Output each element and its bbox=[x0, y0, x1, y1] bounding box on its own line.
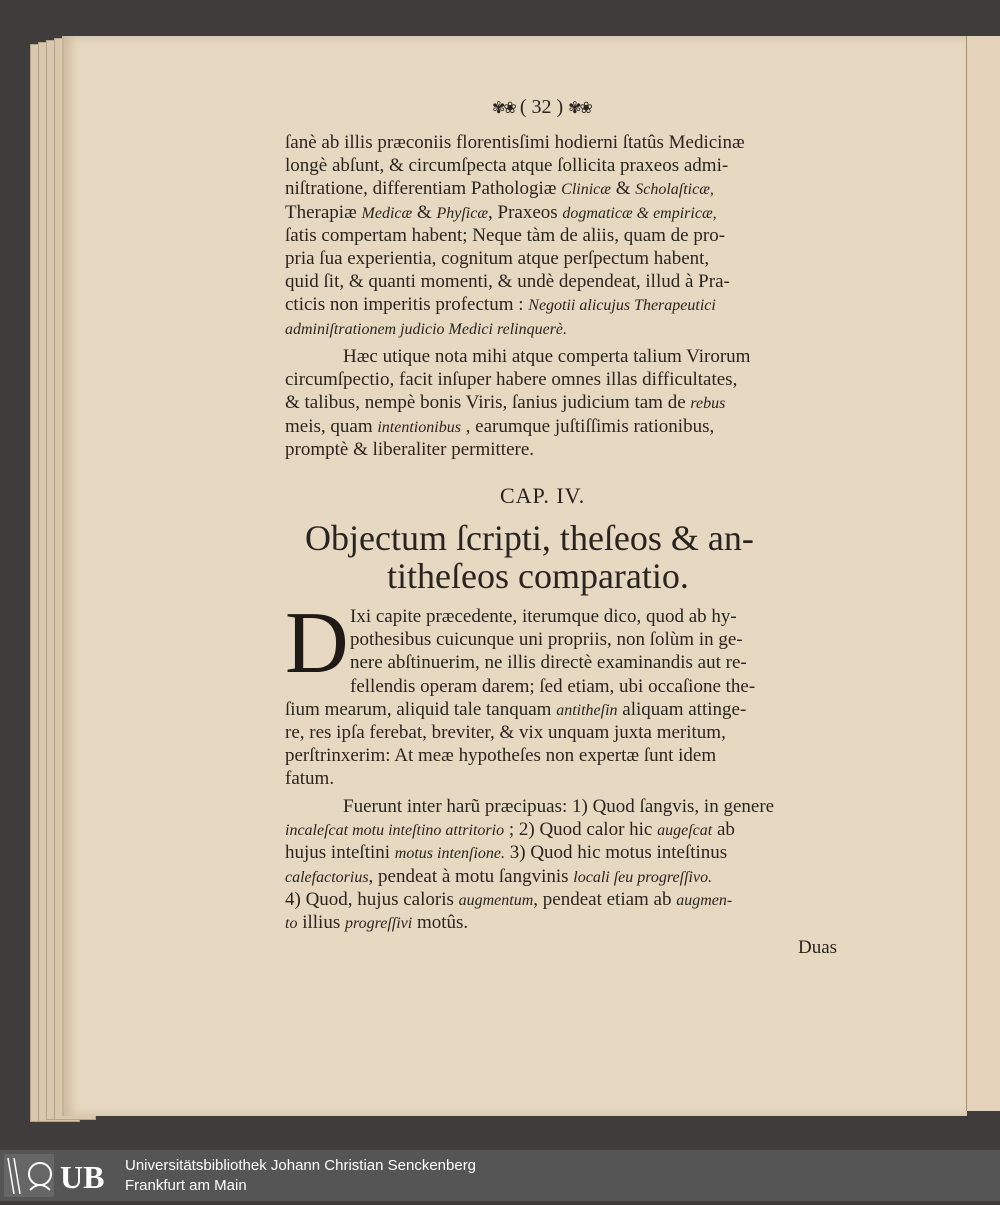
text-run: pothesibus cuicunque uni propriis, non ſolùm in ge- bbox=[350, 629, 743, 651]
text-line bbox=[350, 676, 910, 698]
text-run: longè abſunt, & circumſpecta atque ſollicita praxeos admi- bbox=[285, 155, 729, 177]
text-run: cticis non imperitis profectum : bbox=[285, 294, 529, 316]
logo-text: UB bbox=[60, 1159, 105, 1195]
catchword: Duas bbox=[798, 937, 838, 958]
text-line bbox=[285, 225, 845, 247]
text-run: quid ſit, & quanti momenti, & undè dependeat, illud à Pra- bbox=[285, 271, 730, 293]
text-line bbox=[350, 629, 910, 651]
footer-line-2: Frankfurt am Main bbox=[125, 1177, 247, 1194]
text-line bbox=[285, 722, 845, 744]
text-run: , pendeat etiam ab bbox=[533, 888, 677, 910]
italic-text: incaleſcat motu inteſtino attritorio bbox=[285, 822, 505, 840]
italic-text: to bbox=[285, 915, 298, 932]
text-line bbox=[285, 842, 845, 865]
italic-text: locali ſeu progreſſivo. bbox=[573, 868, 713, 886]
text-run: aliquam attinge- bbox=[617, 698, 747, 720]
text-run: , earumque juſtiſſimis rationibus, bbox=[460, 415, 715, 437]
text-line bbox=[285, 819, 845, 842]
text-line bbox=[343, 796, 903, 818]
text-line bbox=[285, 889, 845, 912]
italic-text: Medicæ bbox=[361, 204, 413, 222]
text-run: re, res ipſa ferebat, breviter, & vix unquam juxta meritum, bbox=[285, 722, 726, 743]
text-run: ſium mearum, aliquid tale tanquam bbox=[285, 698, 557, 720]
italic-text: progreſſivi bbox=[344, 915, 413, 932]
text-run: ab bbox=[712, 819, 735, 841]
text-run: nere abſtinuerim, ne illis directè examinandis aut re- bbox=[350, 652, 747, 674]
text-line bbox=[285, 294, 845, 317]
text-line bbox=[285, 866, 845, 889]
text-line bbox=[285, 132, 845, 154]
italic-text: augmentum bbox=[458, 891, 534, 909]
text-run: & bbox=[610, 178, 636, 200]
footer-line-1: Universitätsbibliothek Johann Christian Senckenberg bbox=[125, 1157, 477, 1174]
text-line bbox=[285, 912, 845, 935]
italic-text: calefactorius bbox=[285, 868, 369, 886]
text-line bbox=[285, 202, 845, 225]
text-line bbox=[285, 178, 845, 201]
text-run: niſtratione, differentiam Pathologiæ bbox=[285, 178, 562, 200]
text-line bbox=[343, 346, 903, 368]
italic-text: intentionibus bbox=[377, 418, 461, 436]
text-run: hujus inteſtini bbox=[285, 842, 395, 864]
text-run: 3) Quod hic motus inteſtinus bbox=[505, 842, 728, 864]
text-run: perſtrinxerim: At meæ hypotheſes non expertæ ſunt idem bbox=[285, 745, 717, 767]
italic-text: augmen- bbox=[676, 891, 733, 909]
italic-text: antitheſin bbox=[556, 701, 618, 719]
text-run: promptè & liberaliter permittere. bbox=[285, 438, 535, 460]
italic-text: adminiſtrationem judicio Medici relinquerè. bbox=[285, 320, 568, 338]
text-run: meis, quam bbox=[285, 415, 378, 437]
italic-text: Clinicæ bbox=[561, 181, 611, 199]
text-run: Hæc utique nota mihi atque comperta talium Virorum bbox=[343, 346, 751, 367]
text-run: circumſpectio, facit inſuper habere omnes illas difficultates, bbox=[285, 369, 738, 391]
italic-text: Scholaſticæ, bbox=[635, 181, 714, 199]
text-line bbox=[285, 439, 845, 461]
adjacent-page bbox=[966, 36, 1000, 1111]
drop-cap: D bbox=[285, 595, 349, 692]
text-run: Therapiæ bbox=[285, 201, 362, 223]
text-line bbox=[285, 155, 845, 177]
footer-text bbox=[125, 1156, 476, 1196]
text-run: ſanè ab illis præconiis florentisſimi hodierni ſtatûs Medicinæ bbox=[285, 132, 745, 153]
chapter-title-line-1: Objectum ſcripti, theſeos & an- bbox=[305, 518, 754, 558]
ornament-right: ✾❀ bbox=[568, 100, 591, 117]
library-logo[interactable] bbox=[0, 1150, 120, 1201]
text-run: fatum. bbox=[285, 768, 335, 790]
chapter-heading: CAP. IV. bbox=[500, 483, 586, 508]
text-run: & bbox=[412, 201, 437, 223]
text-run: & talibus, nempè bonis Viris, ſanius judicium tam de bbox=[285, 392, 691, 414]
chapter-title-line-2: titheſeos comparatio. bbox=[387, 556, 689, 596]
italic-text: motus intenſione. bbox=[394, 845, 505, 863]
italic-text: Phyſicæ bbox=[436, 204, 488, 222]
text-run: ſatis compertam habent; Neque tàm de aliis, quam de pro- bbox=[285, 224, 726, 246]
text-run: 4) Quod, hujus caloris bbox=[285, 888, 459, 910]
text-run: pria ſua experientia, cognitum atque perſpectum habent, bbox=[285, 248, 710, 269]
page-number-text: ( 32 ) bbox=[519, 96, 564, 118]
text-line bbox=[285, 416, 845, 439]
italic-text: augeſcat bbox=[657, 822, 713, 840]
italic-text: dogmaticæ & empiricæ, bbox=[562, 204, 717, 222]
text-run: , pendeat à motu ſangvinis bbox=[368, 865, 574, 887]
italic-text: rebus bbox=[690, 395, 726, 413]
text-line bbox=[285, 745, 845, 767]
text-line bbox=[285, 248, 845, 270]
text-line bbox=[285, 392, 845, 415]
ornament-left: ✾❀ bbox=[492, 100, 515, 117]
text-line bbox=[285, 768, 845, 790]
text-run: fellendis operam darem; ſed etiam, ubi occaſione the- bbox=[350, 675, 756, 697]
text-run: motûs. bbox=[412, 912, 469, 933]
text-line bbox=[350, 606, 910, 628]
text-line bbox=[350, 652, 910, 674]
text-line bbox=[285, 699, 845, 722]
text-run: , Praxeos bbox=[488, 201, 563, 223]
text-run: ; 2) Quod calor hic bbox=[504, 819, 658, 841]
text-run: Fuerunt inter harũ præcipuas: 1) Quod ſangvis, in genere bbox=[343, 796, 775, 817]
text-line bbox=[285, 369, 845, 391]
italic-text: Negotii alicujus Therapeutici bbox=[528, 297, 716, 315]
text-line bbox=[285, 271, 845, 293]
text-line bbox=[285, 318, 845, 341]
text-run: Ixi capite præcedente, iterumque dico, quod ab hy- bbox=[350, 606, 737, 627]
text-run: illius bbox=[297, 912, 345, 933]
